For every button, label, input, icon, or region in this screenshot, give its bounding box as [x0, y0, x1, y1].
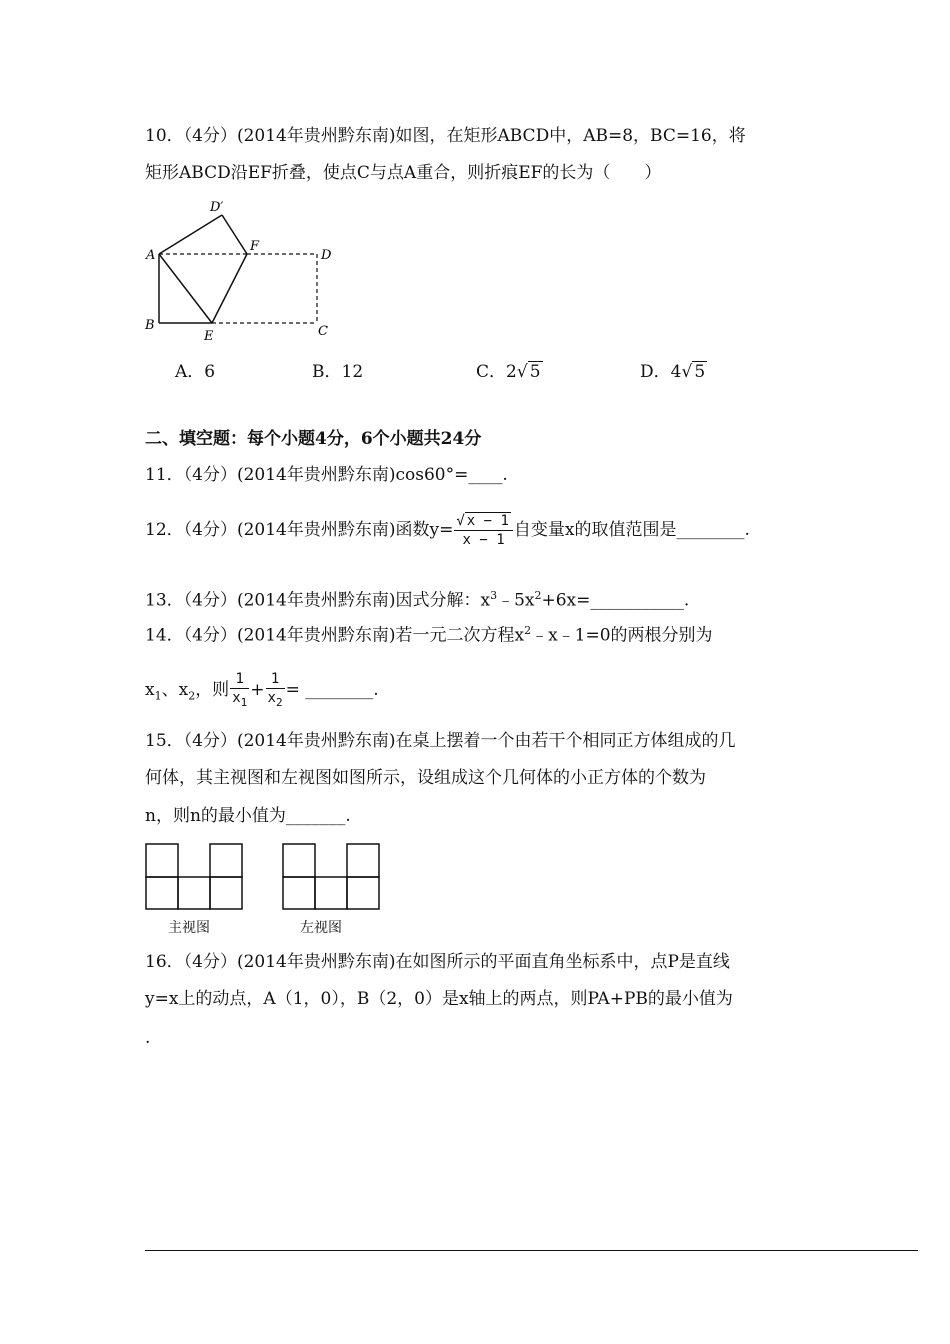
q10-option-a: A．6: [175, 362, 216, 382]
fig-edge-AD': [159, 215, 222, 254]
q10-line1: 10．（4分）(2014年贵州黔东南)如图，在矩形ABCD中，AB=8，BC=16，将: [145, 126, 746, 146]
footer-rule: [145, 1250, 918, 1251]
q11-text: 11．（4分）(2014年贵州黔东南)cos60°=____.: [145, 465, 508, 485]
q10-option-b: B．12: [312, 362, 364, 382]
fig-label-B: B: [145, 318, 155, 333]
q10-figure: [140, 195, 340, 345]
fig-label-Dprime: D′: [210, 200, 224, 215]
q14-fraction-2: $\frac{1}{x_2}$: [267, 670, 283, 709]
q16-line3: .: [145, 1028, 151, 1048]
q14-fraction-1: $\frac{1}{x_1}$: [232, 670, 248, 709]
q10-option-d: D．4√ 5: [640, 362, 706, 382]
fig-label-D: D: [321, 248, 332, 263]
q14-line1: 14．（4分）(2014年贵州黔东南)若一元二次方程$x^2﹣x﹣1=0$的两根分别为: [145, 624, 713, 646]
caption-left-view: 左视图: [300, 920, 342, 936]
q16-line1: 16．（4分）(2014年贵州黔东南)在如图所示的平面直角坐标系中，点P是直线: [145, 952, 730, 972]
fig-edge-AE: [159, 254, 212, 323]
q10-line2: 矩形ABCD沿EF折叠，使点C与点A重合，则折痕EF的长为（ ）: [145, 163, 662, 183]
q10-option-c: C．2√ 5: [476, 362, 541, 382]
left-view-grid: [283, 844, 379, 909]
caption-front-view: 主视图: [168, 920, 210, 936]
q14-line2: $x_1$、$x_2$，则 $\frac{1}{x_1}$ + $\frac{1}{x_2}$ = ________.: [145, 668, 379, 718]
fig-edge-EF: [212, 254, 247, 323]
fig-label-C: C: [318, 324, 328, 339]
q16-line2: y=x上的动点，A（1，0），B（2，0）是x轴上的两点，则PA+PB的最小值为: [145, 989, 733, 1009]
q15-figure: [145, 843, 385, 911]
fig-label-F: F: [250, 239, 260, 254]
q15-line2: 何体，其主视图和左视图如图所示，设组成这个几何体的小正方体的个数为: [145, 768, 706, 788]
q12-fraction: $\frac{√ x - 1}{x - 1}$: [454, 512, 513, 549]
fig-label-E: E: [204, 329, 214, 344]
section-heading: 二、填空题：每个小题4分，6个小题共24分: [145, 429, 482, 449]
fig-edge-D'F: [222, 215, 247, 254]
fig-label-A: A: [146, 248, 156, 263]
q13-text: 13．（4分）(2014年贵州黔东南)因式分解：$x^3﹣5x^2+6x=\_\_\_\_\_\_\_\_\_\_\_$.: [145, 589, 690, 611]
q12-text: 12．（4分）(2014年贵州黔东南)函数y= $\frac{√ x - 1}{x - 1}$ 自变量x的取值范围是________.: [145, 513, 750, 548]
q15-line1: 15．（4分）(2014年贵州黔东南)在桌上摆着一个由若干个相同正方体组成的几: [145, 731, 736, 751]
q15-line3: n，则n的最小值为_______.: [145, 806, 351, 826]
front-view-grid: [146, 844, 242, 909]
